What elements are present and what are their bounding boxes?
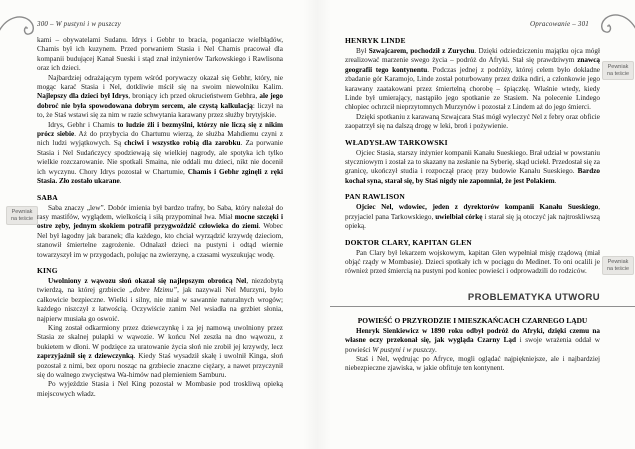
exam-tip-badge-line: na teście xyxy=(606,265,629,272)
paragraph xyxy=(37,204,283,260)
topic-sections xyxy=(345,316,600,374)
page-gutter xyxy=(303,0,331,449)
text-run: zaprzyjaźnił się z dziewczynką xyxy=(37,352,134,361)
flourish-ornament-icon xyxy=(597,10,635,40)
exam-tip-badge xyxy=(6,206,38,225)
paragraph xyxy=(345,149,600,187)
text-run: , przyjaciel pana Tarkowskiego, xyxy=(345,203,600,221)
text-run: Saba znaczy „lew”. Dobór imienia był bardzo trafny, bo Saba, który należał do rasy mastifów, wyglądem, wielkością i siłą przypominał lwa. Miał xyxy=(37,203,283,221)
text-run: kami – obywatelami Sudanu. Idrys i Gebhr to bracia, poganiacze wielbłądów, Chamis był ich kuzynem. Przed porwaniem Stasia i Nel Chamis pracował dla kompanii budującej Kanał Sueski i stąd znał inżynierów Tarkowskiego i Rawlisona oraz ich dzieci. xyxy=(37,36,283,73)
paragraph xyxy=(345,249,600,277)
exam-tip-badge-line: na teście xyxy=(10,215,33,222)
exam-tip-badge-line: Pewniak xyxy=(607,64,629,70)
character-sections xyxy=(345,36,600,277)
section-heading: PAN RAWLISON xyxy=(345,192,405,202)
text-run: Po wyjeździe Stasia i Nel King pozostał w Mombasie pod troskliwą opieką miejscowych władz. xyxy=(37,380,283,398)
section-title: PROBLEMATYKA UTWORU xyxy=(467,291,600,303)
text-run: King został odkarmiony przez dziewczynkę i za jej namową uwolniony przez Stasia ze skalnej pułapki w wąwozie. W końcu Nel zeszła na dno wąwozu, z bukietem w dłoni. W podzięce za uratowanie życia słoń nie zrobił jej krzywdy, lecz xyxy=(37,323,283,351)
text-run: i starał się ją otoczyć jak najtroskliwszą opieką. xyxy=(345,212,600,231)
text-run: mocne szczęki i ostre zęby, jednym skokiem potrafił przygwoździć człowieka do ziemi xyxy=(37,212,283,231)
text-run: . xyxy=(554,176,557,185)
text-run: . Podczas jednej z podróży, której celem było dokładne zbadanie gór Karamojo, Linde został poturbowany przez dzika ndiri, a członkowie jego karawany zaatakowani przez śmiertelną chorobę – śpiączkę. Właśnie wtedy, kiedy Linde był umierający, nastąpiło jego spotkanie ze Stasiem. Na polecenie Lindego chłopiec ochrzcił nieprzytomnych Murzynów i pozostał z Lindem aż do jego śmierci. xyxy=(345,65,600,112)
text-run: W pustyni i w puszczy xyxy=(372,345,436,354)
text-run: to ludzie źli i bezmyślni, którzy nie liczą się z nikim prócz siebie xyxy=(37,120,284,139)
text-run: Ojciec Nel, wdowiec, jeden z dyrektorów kompanii Kanału Sueskiego xyxy=(356,203,599,212)
text-run: . Dzięki odziedziczeniu majątku ojca mógł zrealizować marzenie swego życia – podróż do Afryki. Stał się prawdziwym xyxy=(345,47,600,65)
text-run: Bardzo kochał syna, starał się, by Staś nigdy nie zapomniał, że jest Polakiem xyxy=(345,167,600,185)
paragraph xyxy=(37,121,283,187)
exam-tip-badge xyxy=(602,61,634,80)
text-run: znawcą geografii tego kontynentu xyxy=(345,56,600,74)
text-run: chciwi i wszystko robią dla zarobku xyxy=(124,139,241,148)
text-run: . Aż do przybycia do Chartumu wierzą, że służba Mahdiemu czyni z nich ludzi wyjątkowych. Są xyxy=(37,130,283,148)
paragraph xyxy=(345,113,600,132)
right-page-column xyxy=(345,36,600,374)
exam-tip-badge xyxy=(602,256,634,275)
paragraph xyxy=(37,380,283,399)
page-header-right: Opracowanie – 301 xyxy=(529,20,589,28)
text-run: Henryk Sienkiewicz w 1890 roku odbył podróż do Afryki, dzięki czemu na własne oczy przekonał się, jak wygląda Czarny Ląd xyxy=(345,326,600,345)
paragraph xyxy=(37,36,283,74)
text-run: Był xyxy=(356,47,369,55)
exam-tip-badge-line: Pewniak xyxy=(11,209,33,215)
text-run: Szwajcarem, pochodził z Zurychu xyxy=(368,47,475,55)
text-run: Uwolniony z wąwozu słoń okazał się najlepszym obrońcą Nel xyxy=(48,276,247,285)
text-run: Najbardziej odrażającym typem wśród porywaczy okazał się Gebhr, który, nie mogąc karać Stasia i Nel, dotkliwie mścił się na swoim niewolniku Kalim. xyxy=(37,73,283,92)
flourish-ornament-icon xyxy=(0,12,38,42)
exam-tip-badge-line: Pewniak xyxy=(607,259,629,265)
text-run: uwielbiał córkę xyxy=(435,212,483,221)
section-heading: KING xyxy=(37,265,58,275)
paragraph xyxy=(345,47,600,113)
text-run: Ojciec Stasia, starszy inżynier kompanii Kanału Sueskiego. Brał udział w powstaniu styczniowym i został za to skazany na zesłanie na Syberię, skąd uciekł. Przedostał się za granicę, ukończył studia i rozpoczął pracę przy budowie Kanału Sueskiego. xyxy=(345,148,600,176)
text-run: , jak nazywali Nel Murzyni, było całkowicie bezpieczne. Wielki i silny, nie miał w sawannie naturalnych wrogów; każdego niszczył z łatwością. Oczywiście zanim Nel wsiadła na grzbiet słonia, najpierw musiała go oswoić. xyxy=(37,286,283,323)
section-divider xyxy=(330,306,635,307)
left-page-column xyxy=(37,36,283,399)
text-run: Staś i Nel, wędrując po Afryce, mogli oglądać najpiękniejsze, ale i najbardziej niebezpieczne zjawiska, w jakie obfituje ten kontynent. xyxy=(345,354,600,373)
text-run: ale jego dobroć nie była spowodowana dobrym sercem, ale czystą kalkulacją xyxy=(37,92,283,110)
text-run: Chamis i Gebhr zginęli z ręki Stasia. Zło zostało ukarane xyxy=(37,167,283,186)
exam-tip-badge-line: na teście xyxy=(606,70,629,77)
text-run: Pan Clary był lekarzem wojskowym, kapitan Glen wypełniał misję rządową (miał objąć rządy w Mombasie). Dzieci spotkały ich w pociągu do Medinet. To oni ocalili je również przed śmiercią na pustyni pod koniec powieści i odprowadzili do rodziców. xyxy=(345,248,600,276)
paragraph xyxy=(345,203,600,231)
paragraph xyxy=(345,327,600,355)
text-run: , broniący ich przed okrucieństwem Gebhra, xyxy=(128,92,260,101)
section-heading: DOKTOR CLARY, KAPITAN GLEN xyxy=(345,237,472,247)
text-run: . Za porwanie Stasia i Nel Sudańczycy spodziewają się wielkiej nagrody, ale spotyka ich tylko wielkie rozczarowanie. Nie spotkali Smaina, nie oddali mu dzieci, nikt nie docenił ich wyczynu. Chory Idrys pozostał w Chartumie, xyxy=(37,139,283,176)
section-heading: WŁADYSŁAW TARKOWSKI xyxy=(345,137,448,147)
text-run: „dobre Mzimu” xyxy=(129,286,178,295)
paragraph xyxy=(37,324,283,380)
section-heading: HENRYK LINDE xyxy=(345,36,406,45)
text-run: : liczył na to, że Staś wstawi się za nim w razie schwytania karawany przez służby brytyjskie. xyxy=(37,101,283,120)
text-run: Najlepszy dla dzieci był Idrys xyxy=(37,92,129,101)
paragraph xyxy=(345,355,600,374)
text-run: Idrys, Gebhr i Chamis xyxy=(48,120,118,129)
text-run: , niezdobytą twierdzą, na której grzbiecie xyxy=(37,276,283,295)
text-run: . Kiedy Staś wysadził skałę i uwolnił Kinga, słoń pozostał z nimi, bez oporu nosząc na grzbiecie znaczne ciężary, a nawet przyczynił się do walnego zwycięstwa Wa-himów nad plemieniem Samburu. xyxy=(37,352,283,379)
paragraph xyxy=(37,277,283,324)
text-run: . Wobec Nel był łagodny jak baranek; dla każdego, kto chciał wyrządzić krzywdę dzieciom, stanowił śmiertelne zagrożenie. Odnalazł dzieci na pustyni i odtąd wiernie towarzyszył im w przygodach, polując na zwierzynę, a czasami wyszukując wodę. xyxy=(37,222,283,259)
paragraph xyxy=(37,74,283,121)
page-header-left: 300 – W pustyni i w puszczy xyxy=(37,20,121,28)
text-run: Dzięki spotkaniu z karawaną Szwajcara Staś mógł wyleczyć Nel z febry oraz obficie zaopatrzył się na dalszą drogę w leki, broń i pożywienie. xyxy=(345,112,600,131)
topic-heading: POWIEŚĆ O PRZYRODZIE I MIESZKAŃCACH CZARNEGO LĄDU xyxy=(357,315,588,325)
text-run: . xyxy=(435,345,437,354)
text-run: . xyxy=(119,177,122,186)
text-run: i swoje wrażenia oddał w powieści xyxy=(345,336,600,354)
section-heading: SABA xyxy=(37,192,58,202)
